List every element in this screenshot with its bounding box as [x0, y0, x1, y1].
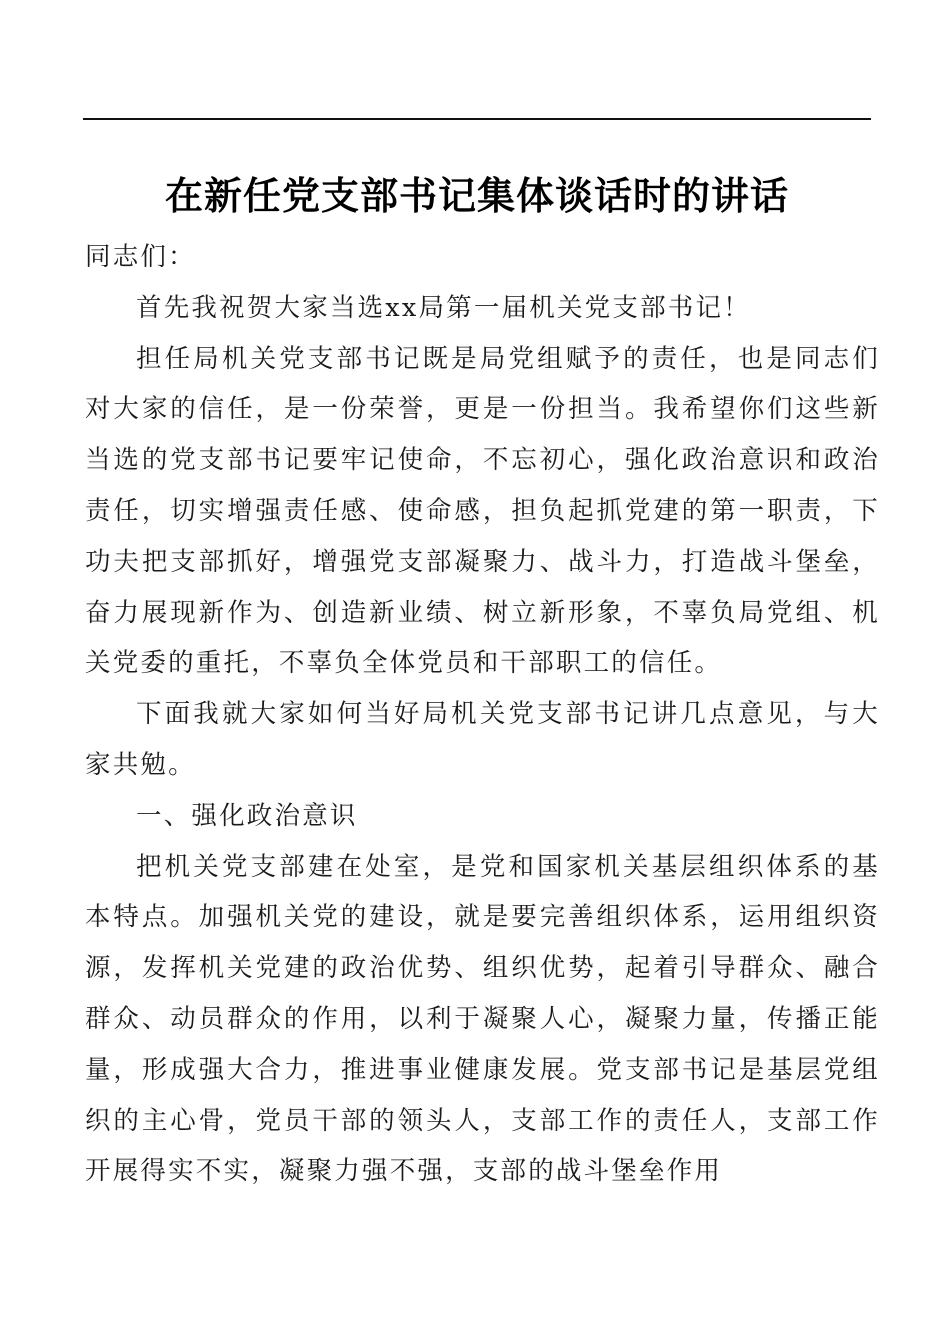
document-body	[85, 232, 880, 1197]
section-heading-1: 一、强化政治意识	[136, 800, 358, 831]
document-title: 在新任党支部书记集体谈话时的讲话	[164, 174, 789, 218]
paragraph-introduction: 下面我就大家如何当好局机关党支部书记讲几点意见，与大家共勉。	[85, 699, 880, 780]
paragraph-section-1: 把机关党支部建在处室，是党和国家机关基层组织体系的基本特点。加强机关党的建设，就是要完善组织体系，运用组织资源，发挥机关党建的政治优势、组织优势，起着引导群众、融合群众、动员群众的作用，以利于凝聚人心，凝聚力量，传播正能量，形成强大合力，推进事业健康发展。党支部书记是基层党组织的主心骨，党员干部的领头人，支部工作的责任人，支部工作开展得实不实，凝聚力强不强，支部的战斗堡垒作用	[85, 851, 880, 1187]
header-rule	[83, 118, 871, 120]
paragraph-responsibility: 担任局机关党支部书记既是局党组赋予的责任，也是同志们对大家的信任，是一份荣誉，更是一份担当。我希望你们这些新当选的党支部书记要牢记使命，不忘初心，强化政治意识和政治责任，切实增强责任感、使命感，担负起抓党建的第一职责，下功夫把支部抓好，增强党支部凝聚力、战斗力，打造战斗堡垒，奋力展现新作为、创造新业绩、树立新形象，不辜负局党组、机关党委的重托，不辜负全体党员和干部职工的信任。	[85, 343, 880, 679]
salutation: 同志们：	[85, 242, 196, 272]
paragraph-congratulations: 首先我祝贺大家当选xx局第一届机关党支部书记！	[136, 292, 751, 323]
